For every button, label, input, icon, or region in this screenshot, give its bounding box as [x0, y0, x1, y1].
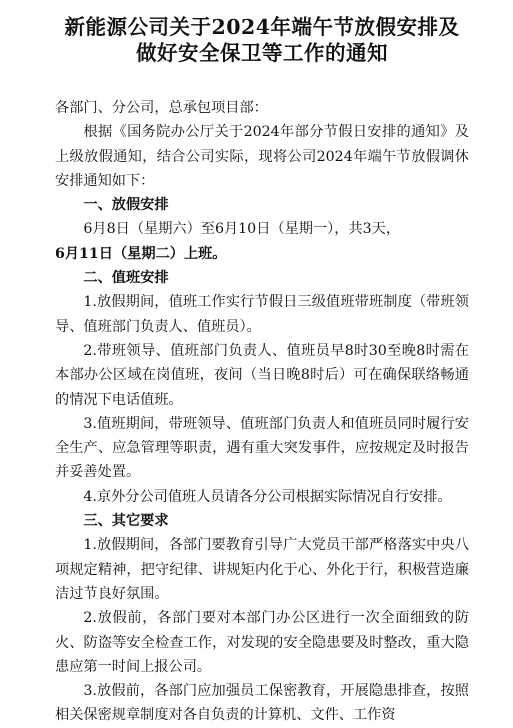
other-item-3: 3.放假前，各部门应加强员工保密教育，开展隐患排查，按照相关保密规章制度对各自负责的计算机、文件、工作资	[55, 683, 469, 724]
section-heading-duty: 二、值班安排	[83, 270, 169, 287]
title-line-1: 新能源公司关于2024年端午节放假安排及	[64, 15, 460, 39]
intro-paragraph: 根据《国务院办公厅关于2024年部分节假日安排的通知》及上级放假通知，结合公司实际，现将公司2024年端午节放假调休安排通知如下：	[55, 124, 469, 189]
duty-item-4: 4.京外分公司值班人员请各分公司根据实际情况自行安排。	[83, 488, 452, 505]
document-body	[55, 96, 469, 728]
title-line-2: 做好安全保卫等工作的通知	[136, 41, 388, 65]
duty-item-2: 2.带班领导、值班部门负责人、值班员早8时30至晚8时需在本部办公区域在岗值班，夜间（当日晚8时后）可在确保联络畅通的情况下电话值班。	[55, 342, 469, 408]
salutation: 各部门、分公司，总承包项目部：	[55, 100, 268, 116]
section-heading-other: 三、其它要求	[83, 513, 169, 530]
other-item-1: 1.放假期间，各部门要教育引导广大党员干部严格落实中央八项规定精神，把守纪律、讲规矩内化于心、外化于行，积极营造廉洁过节良好氛围。	[55, 537, 469, 602]
duty-item-3: 3.值班期间，带班领导、值班部门负责人和值班员同时履行安全生产、应急管理等职责，遇有重大突发事件，应按规定及时报告并妥善处置。	[55, 415, 469, 481]
holiday-dates: 6月8日（星期六）至6月10日（星期一），共3天，	[83, 221, 401, 238]
duty-item-1: 1.放假期间，值班工作实行节假日三级值班带班制度（带班领导、值班部门负责人、值班员）。	[55, 294, 469, 335]
return-to-work-date: 6月11日（星期二）上班。	[55, 245, 227, 262]
document-title	[55, 14, 469, 66]
other-item-2: 2.放假前，各部门要对本部门办公区进行一次全面细致的防火、防盗等安全检查工作，对发现的安全隐患要及时整改，重大隐患应第一时间上报公司。	[55, 610, 469, 675]
section-heading-holiday: 一、放假安排	[83, 197, 169, 214]
